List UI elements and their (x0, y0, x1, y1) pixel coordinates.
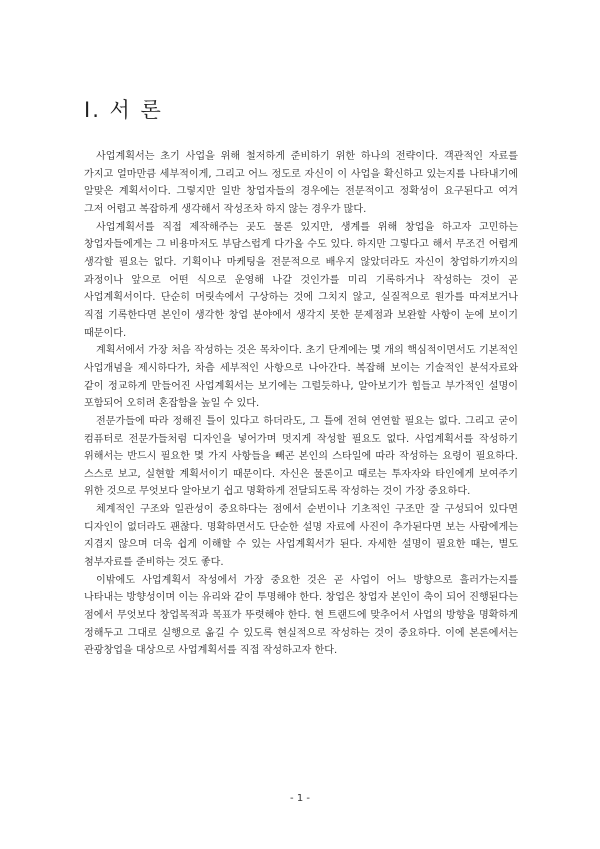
paragraph: 전문가들에 따라 정해진 틀이 있다고 하더라도, 그 틀에 전혀 연연할 필요는 없다. 그리고 굳이 컴퓨터로 전문가들처럼 디자인을 넣어가며 멋지게 작성할 필요도 없다. 사업계획서를 작성하기 위해서는 반드시 필요한 몇 가지 사항들을 빼곤 본인의 스타일에 따라 작성하는 요령이 필요하다. 스스로 보고, 실현할 계획서이기 때문이다. 자신은 물론이고 때로는 투자자와 타인에게 보여주기 위한 것으로 무엇보다 알아보기 쉽고 명확하게 전달되도록 작성하는 것이 가장 중요하다. (84, 415, 518, 498)
paragraph: 체계적인 구조와 일관성이 중요하다는 점에서 순번이나 기초적인 구조만 잘 구성되어 있다면 디자인이 없더라도 괜찮다. 명확하면서도 단순한 설명 자료에 사진이 추가된다면 보는 사람에게는 지겹지 않으며 더욱 쉽게 이해할 수 있는 사업계획서가 된다. 자세한 설명이 필요한 때는, 별도 첨부자료를 준비하는 것도 좋다. (84, 504, 518, 569)
section-title: I. 서 론 (84, 98, 163, 122)
page-number: - 1 - (290, 793, 310, 804)
paragraph: 사업계획서는 초기 사업을 위해 철저하게 준비하기 위한 하나의 전략이다. 객관적인 자료를 가지고 얼마만큼 세부적이게, 그리고 어느 정도로 자신이 이 사업을 확신하고 있는지를 나타내기에 알맞은 계획서이다. 그렇지만 일반 창업자들의 경우에는 전문적이고 정확성이 요구된다고 여겨 그저 어렵고 복잡하게 생각해서 작성조차 하지 않는 경우가 많다. (84, 151, 518, 215)
paragraph: 이밖에도 사업계획서 작성에서 가장 중요한 것은 곧 사업이 어느 방향으로 흘러가는지를 나타내는 방향성이며 이는 유리와 같이 투명해야 한다. 창업은 창업자 본인이 축이 되어 진행된다는 점에서 무엇보다 창업목적과 목표가 뚜렷해야 한다. 현 트랜드에 맞추어서 사업의 방향을 명확하게 정해두고 그대로 실행으로 옮길 수 있도록 현실적으로 작성하는 것이 중요하다. 이에 본론에서는 관광창업을 대상으로 사업계획서를 직접 작성하고자 한다. (84, 574, 518, 657)
paragraph: 사업계획서를 직접 제작해주는 곳도 물론 있지만, 생계를 위해 창업을 하고자 고민하는 창업자들에게는 그 비용마저도 부담스럽게 다가올 수도 있다. 하지만 그렇다고 해서 무조건 어렵게 생각할 필요는 없다. 기획이나 마케팅을 전문적으로 배우지 않았더라도 자신이 창업하기까지의 과정이나 앞으로 어떤 식으로 운영해 나갈 것인가를 미리 기록하거나 작성하는 것이 곧 사업계획서이다. 단순히 머릿속에서 구상하는 것에 그치지 않고, 실질적으로 원가를 따져보거나 직접 기록한다면 본인이 생각한 창업 분야에서 생각지 못한 문제점과 보완할 사항이 눈에 보이기 때문이다. (84, 221, 518, 339)
paragraph: 계획서에서 가장 처음 작성하는 것은 목차이다. 초기 단계에는 몇 개의 핵심적이면서도 기본적인 사업개념을 제시하다가, 차츰 세부적인 사항으로 나아간다. 복잡해 보이는 기술적인 분석자료와 같이 정교하게 만들어진 사업계획서는 보기에는 그럴듯하나, 알아보기가 힘들고 부가적인 설명이 포함되어 오히려 혼잡함을 높일 수 있다. (84, 345, 518, 410)
body-text (84, 148, 518, 660)
